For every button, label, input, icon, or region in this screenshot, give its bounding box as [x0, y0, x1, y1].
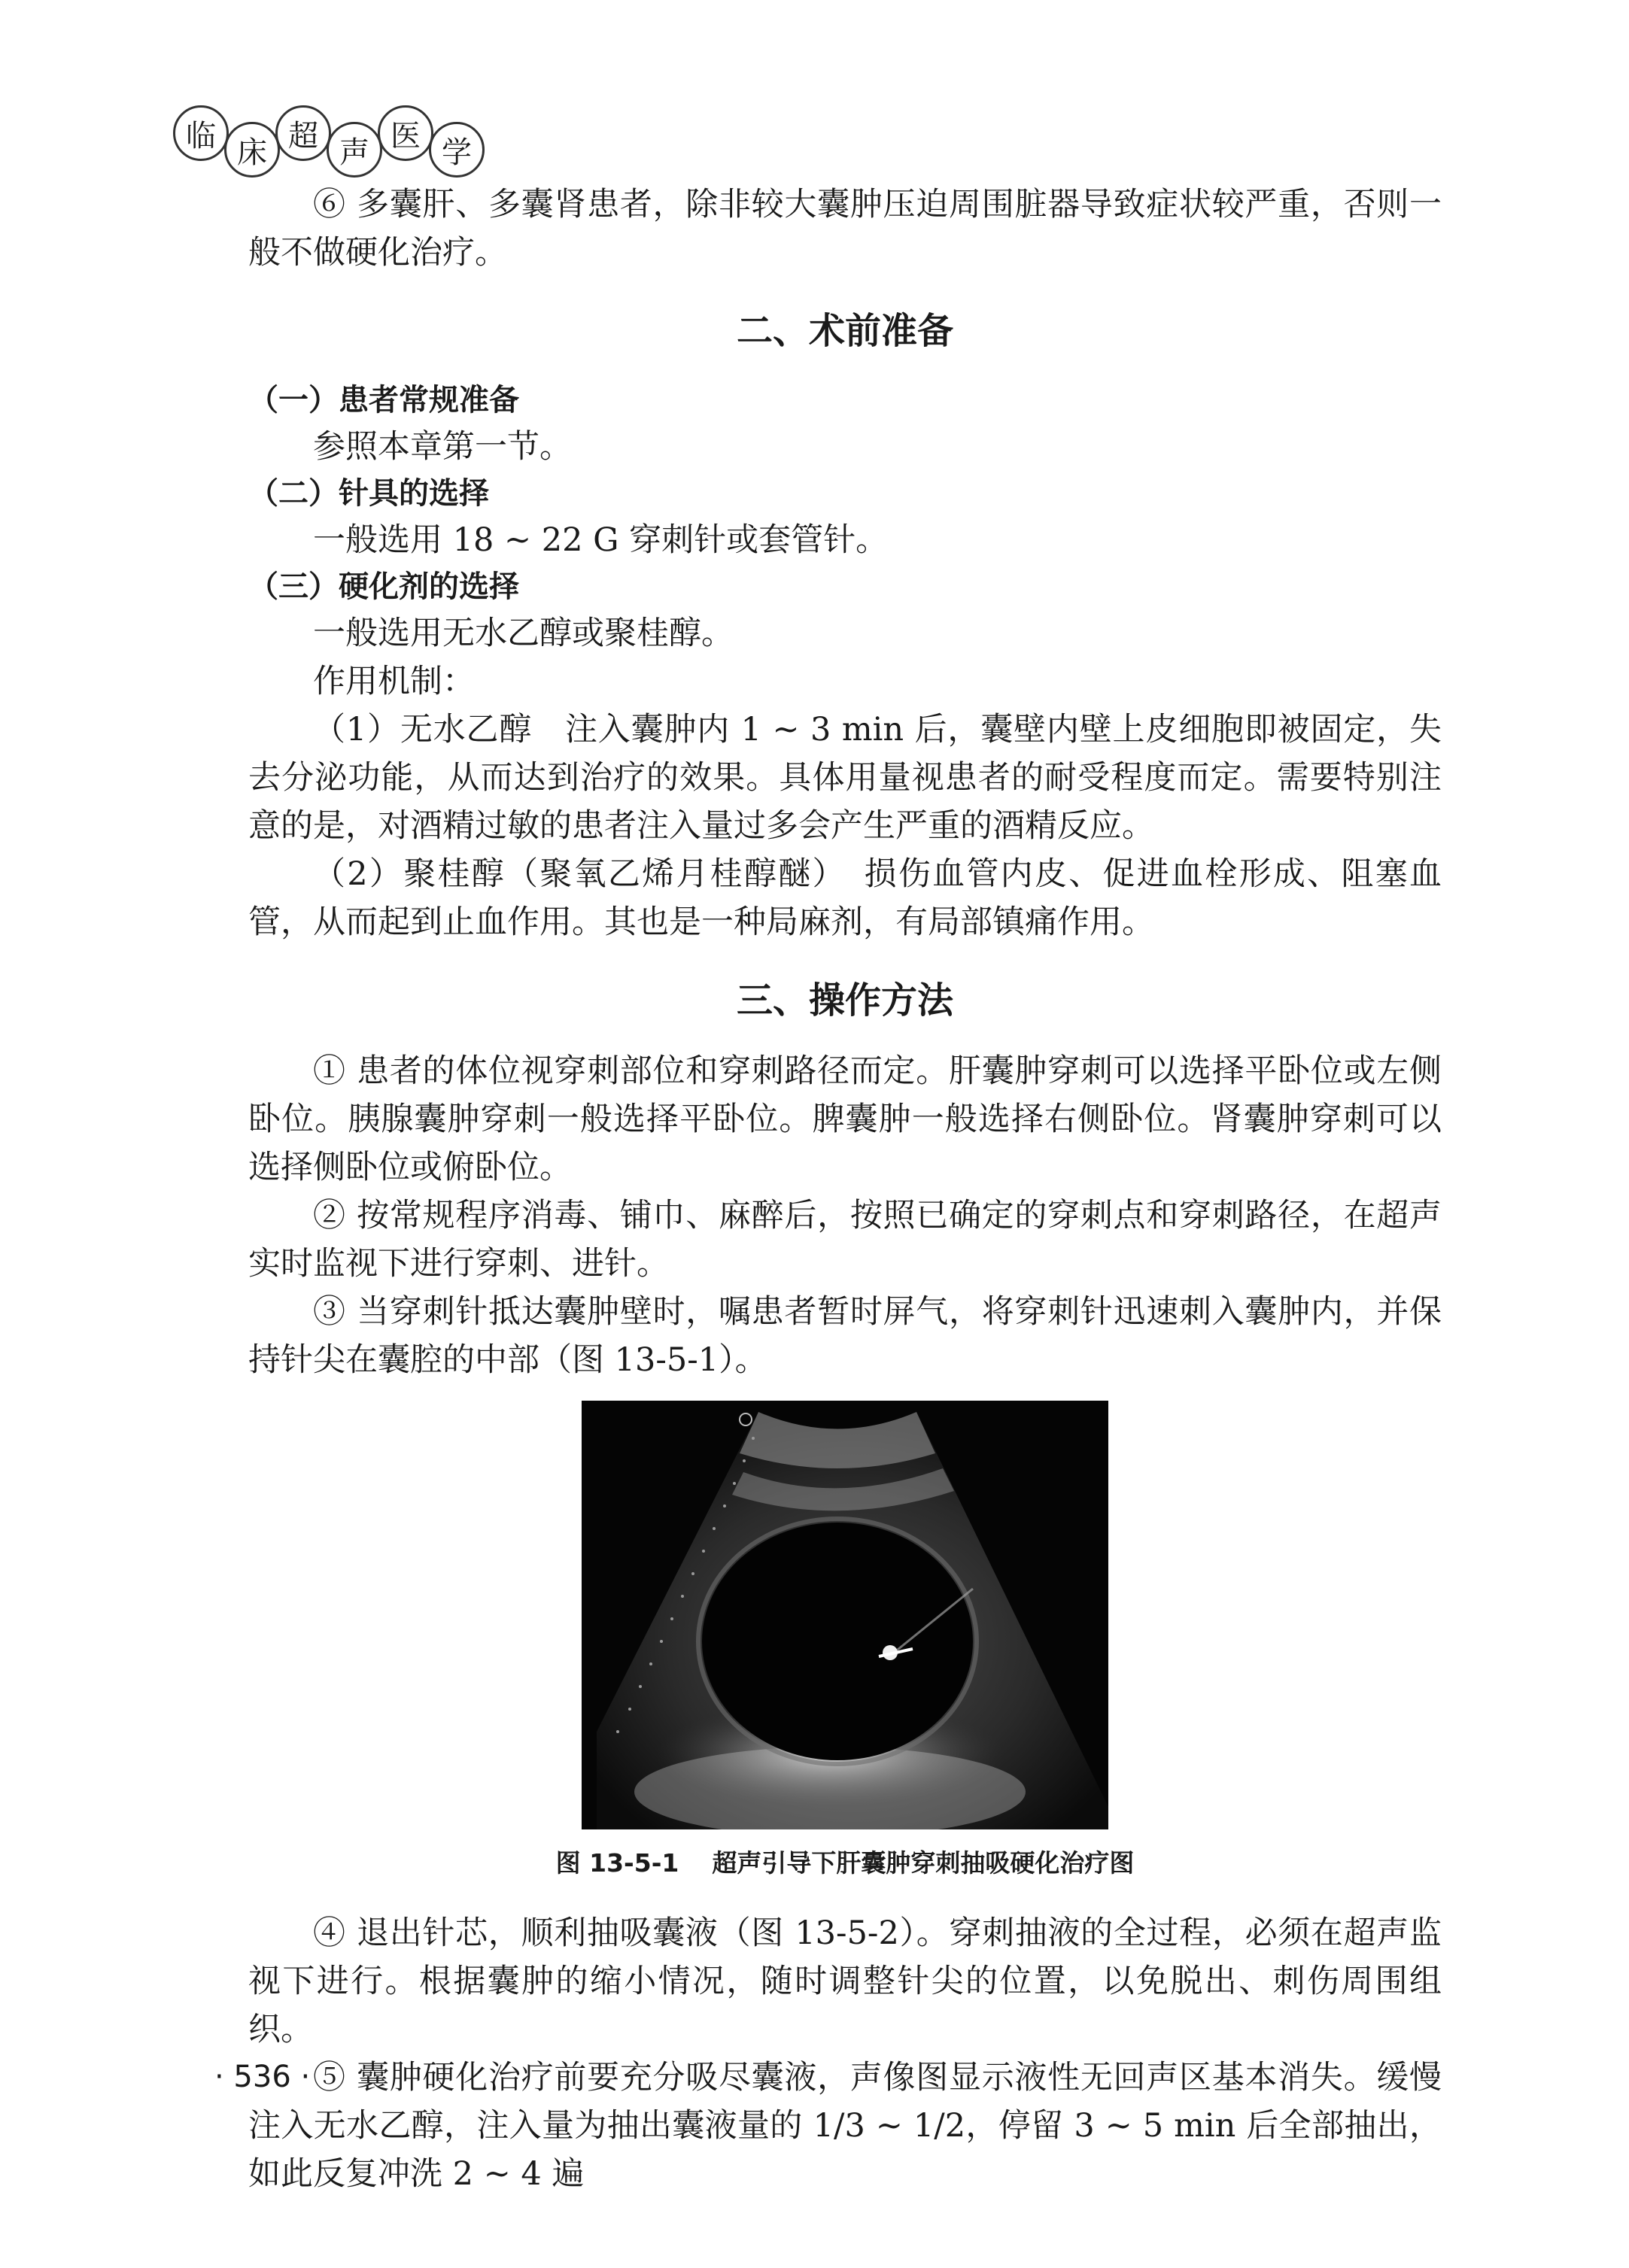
paragraph-needle: 一般选用 18 ~ 22 G 穿刺针或套管针。 — [313, 521, 889, 559]
paragraph-step-2: ② 按常规程序消毒、铺巾、麻醉后，按照已确定的穿刺点和穿刺路径，在超声实时监视下进行穿刺、进针。 — [248, 1197, 1442, 1283]
paragraph-ethanol: （1）无水乙醇 注入囊肿内 1 ~ 3 min 后，囊壁内壁上皮细胞即被固定，失去分泌功能，从而达到治疗的效果。具体用量视患者的耐受程度而定。需要特别注意的是，对酒精过敏的患者注入量过多会产生严重的酒精反应。 — [248, 711, 1442, 845]
paragraph-step-1: ① 患者的体位视穿刺部位和穿刺路径而定。肝囊肿穿刺可以选择平卧位或左侧卧位。胰腺囊肿穿刺一般选择平卧位。脾囊肿一般选择右侧卧位。肾囊肿穿刺可以选择侧卧位或俯卧位。 — [248, 1052, 1442, 1186]
header-char: 学 — [429, 122, 485, 178]
paragraph-step-5: ⑤ 囊肿硬化治疗前要充分吸尽囊液，声像图显示液性无回声区基本消失。缓慢注入无水乙醇，注入量为抽出囊液量的 1/3 ~ 1/2，停留 3 ~ 5 min 后全部抽出，如此反复冲洗 2 ~ 4 遍 — [248, 2059, 1442, 2193]
page-body — [248, 181, 1442, 2198]
header-char: 声 — [327, 122, 382, 178]
figure-caption — [248, 1844, 1442, 1882]
paragraph-intro: ⑥ 多囊肝、多囊肾患者，除非较大囊肿压迫周围脏器导致症状较严重，否则一般不做硬化治疗。 — [248, 186, 1442, 272]
section-heading-prep: 二、术前准备 — [736, 310, 953, 352]
paragraph-patient-prep: 参照本章第一节。 — [313, 428, 572, 466]
figure-caption-text: 超声引导下肝囊肿穿刺抽吸硬化治疗图 — [712, 1848, 1135, 1878]
paragraph-sclerosant: 一般选用无水乙醇或聚桂醇。 — [313, 615, 734, 652]
header-char: 床 — [224, 122, 280, 178]
header-char: 医 — [378, 105, 433, 161]
ultrasound-figure-graphic — [582, 1401, 1108, 1829]
book-title-header — [173, 105, 480, 178]
subheading-sclerosant: （三）硬化剂的选择 — [248, 569, 519, 604]
section-heading-method: 三、操作方法 — [736, 979, 953, 1022]
subheading-patient-prep: （一）患者常规准备 — [248, 383, 519, 417]
subheading-needle: （二）针具的选择 — [248, 476, 489, 511]
paragraph-lauromacrogol: （2）聚桂醇（聚氧乙烯月桂醇醚） 损伤血管内皮、促进血栓形成、阻塞血管，从而起到止血作用。其也是一种局麻剂，有局部镇痛作用。 — [248, 855, 1442, 941]
paragraph-step-3: ③ 当穿刺针抵达囊肿壁时，嘱患者暂时屏气，将穿刺针迅速刺入囊肿内，并保持针尖在囊腔的中部（图 13-5-1）。 — [248, 1293, 1442, 1379]
page-number: · 536 · — [214, 2060, 311, 2094]
paragraph-mechanism: 作用机制： — [313, 663, 475, 700]
ultrasound-image — [582, 1401, 1108, 1829]
figure-number: 图 13-5-1 — [555, 1848, 679, 1878]
paragraph-step-4: ④ 退出针芯，顺利抽吸囊液（图 13-5-2）。穿刺抽液的全过程，必须在超声监视下进行。根据囊肿的缩小情况，随时调整针尖的位置，以免脱出、刺伤周围组织。 — [248, 1914, 1442, 2048]
header-char: 临 — [173, 105, 229, 161]
header-char: 超 — [275, 105, 331, 161]
